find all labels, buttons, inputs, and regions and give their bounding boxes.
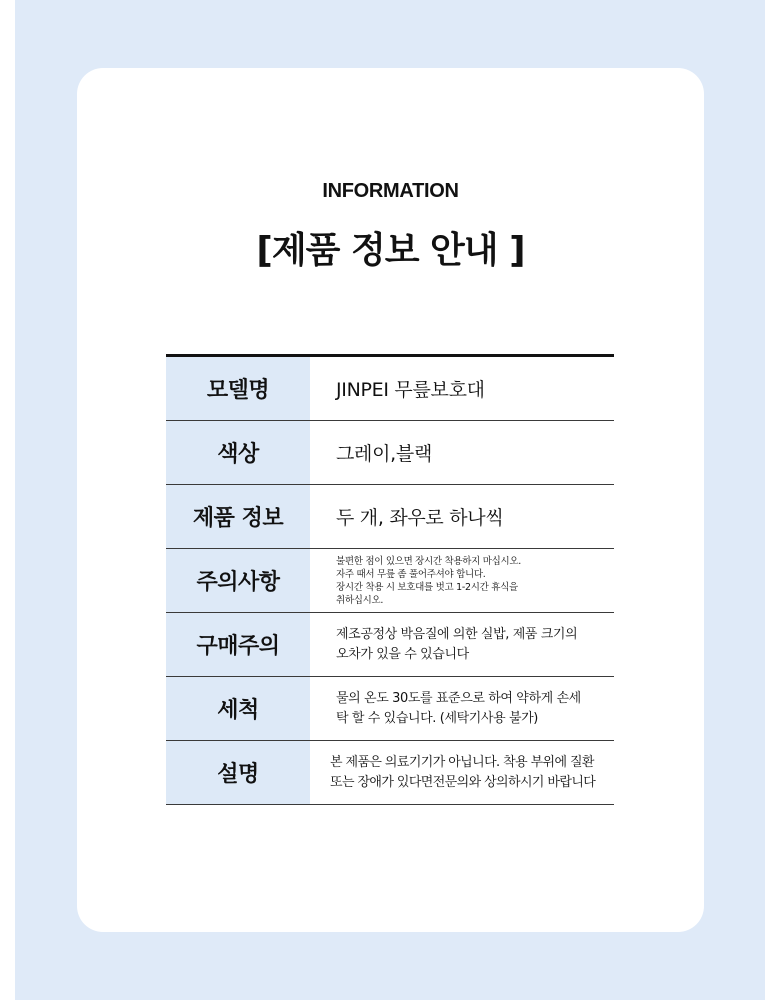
spec-row-caution xyxy=(166,549,614,613)
spec-label-washing: 세척 xyxy=(166,677,310,740)
info-card xyxy=(77,68,704,932)
product-spec-table xyxy=(166,354,614,805)
spec-label-model: 모델명 xyxy=(166,357,310,420)
spec-row-color xyxy=(166,421,614,485)
spec-label-purchase-note: 구매주의 xyxy=(166,613,310,676)
spec-value-description: 본 제품은 의료기기가 아닙니다. 착용 부위에 질환 또는 장애가 있다면전문의와 상의하시기 바랍니다 xyxy=(330,754,596,790)
spec-value-purchase-note: 제조공정상 박음질에 의한 실밥, 제품 크기의 오차가 있을 수 있습니다 xyxy=(336,626,578,662)
spec-value-caution: 불편한 점이 있으면 장시간 착용하지 마십시오. 자주 때서 무릎 좀 풀어주셔야 합니다. 장시간 착용 시 보호대를 벗고 1-2시간 휴식을 취하십시오. xyxy=(336,555,521,606)
spec-label-product-info: 제품 정보 xyxy=(166,485,310,548)
spec-value-washing: 물의 온도 30도를 표준으로 하여 약하게 손세 탁 할 수 있습니다. (세탁기사용 불가) xyxy=(336,690,581,726)
spec-row-description xyxy=(166,741,614,805)
spec-label-description: 설명 xyxy=(166,741,310,804)
spec-value-color: 그레이,블랙 xyxy=(336,443,433,465)
page-title: [제품 정보 안내 ] xyxy=(256,230,525,271)
section-eyebrow: INFORMATION xyxy=(322,180,459,202)
spec-value-model: JINPEI 무릎보호대 xyxy=(336,379,485,401)
spec-label-color: 색상 xyxy=(166,421,310,484)
spec-row-model xyxy=(166,357,614,421)
spec-row-washing xyxy=(166,677,614,741)
spec-value-product-info: 두 개, 좌우로 하나씩 xyxy=(336,507,504,529)
spec-label-caution: 주의사항 xyxy=(166,549,310,612)
spec-row-product-info xyxy=(166,485,614,549)
spec-row-purchase-note xyxy=(166,613,614,677)
